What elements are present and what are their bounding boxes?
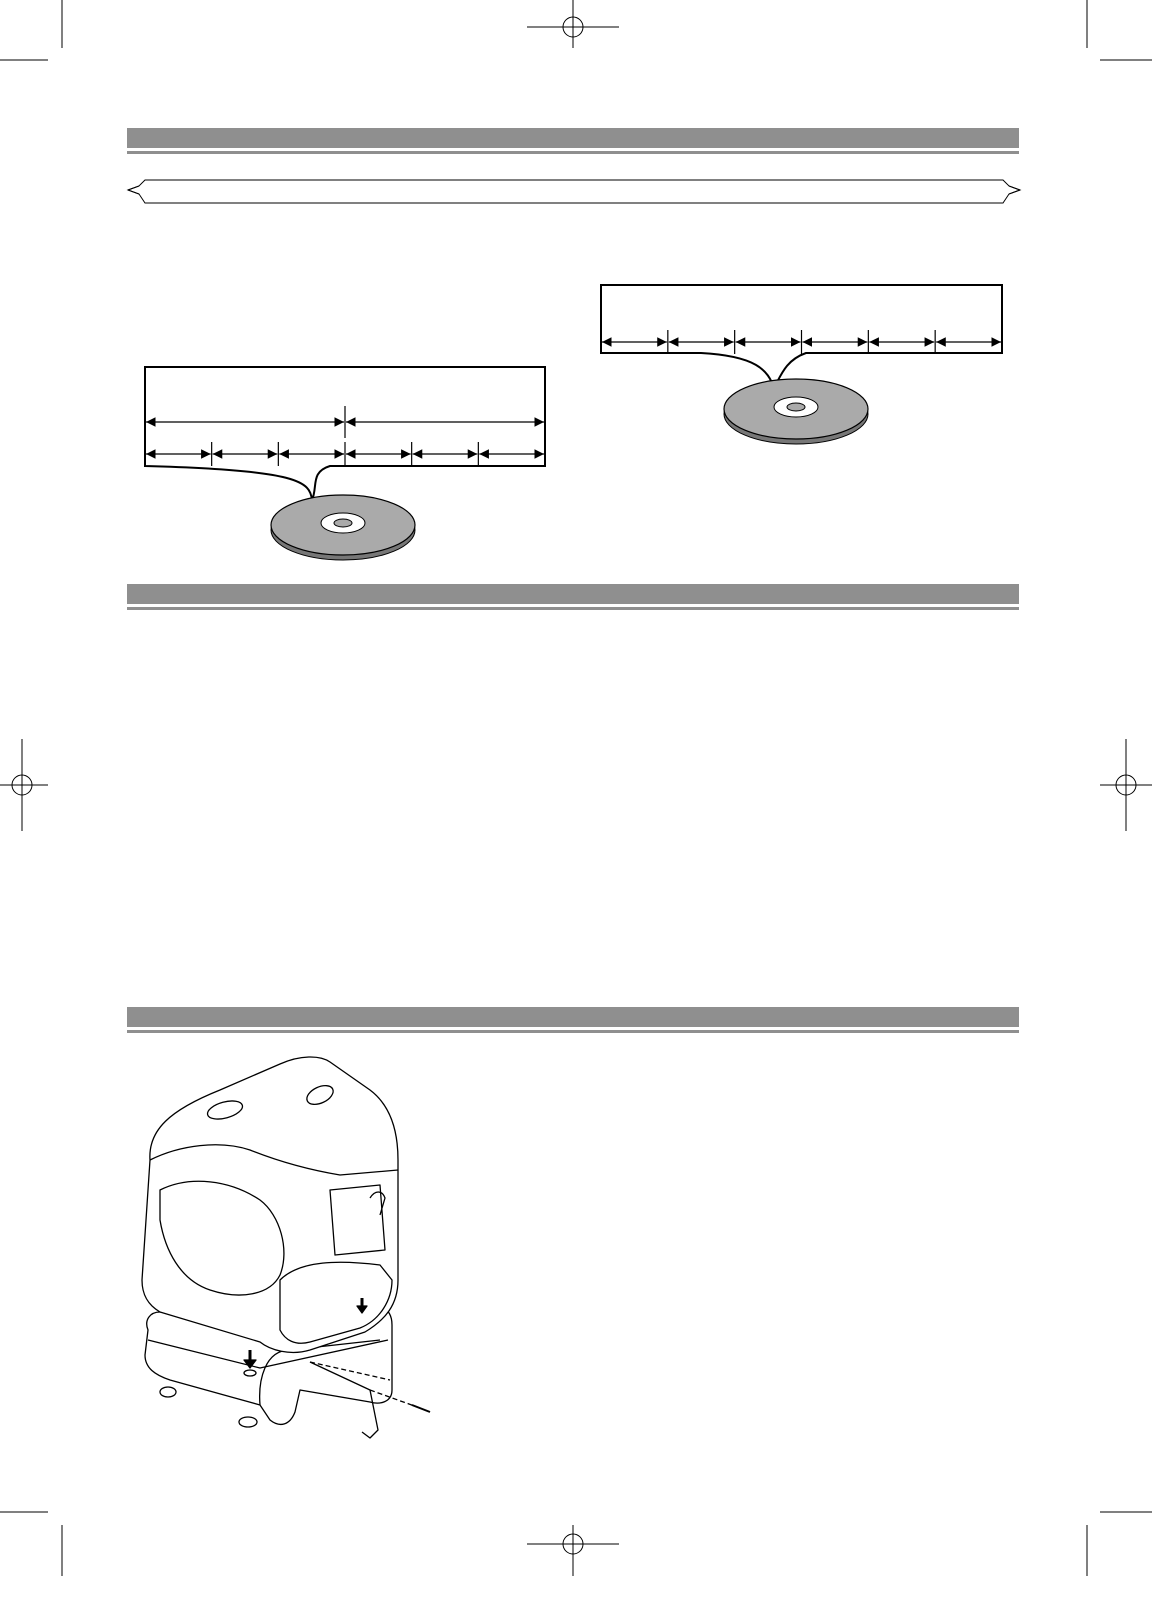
section-rule <box>127 151 1019 154</box>
tv-on-stand-illustration <box>130 1050 440 1450</box>
section-header-2 <box>127 584 1019 604</box>
crosshair-circle-icon <box>1092 735 1152 845</box>
disc-icon <box>724 379 868 444</box>
crosshair-circle-icon <box>523 0 623 100</box>
crosshair-circle-icon <box>0 735 60 845</box>
disc-structure-diagram-right <box>596 280 1006 450</box>
section-rule <box>127 1030 1019 1033</box>
section-header-1 <box>127 128 1019 148</box>
disc-structure-diagram-left <box>140 362 560 572</box>
subheading-banner <box>125 177 1025 209</box>
disc-icon <box>271 495 415 560</box>
section-header-3 <box>127 1007 1019 1027</box>
crosshair-circle-icon <box>523 1497 623 1597</box>
section-rule <box>127 607 1019 610</box>
